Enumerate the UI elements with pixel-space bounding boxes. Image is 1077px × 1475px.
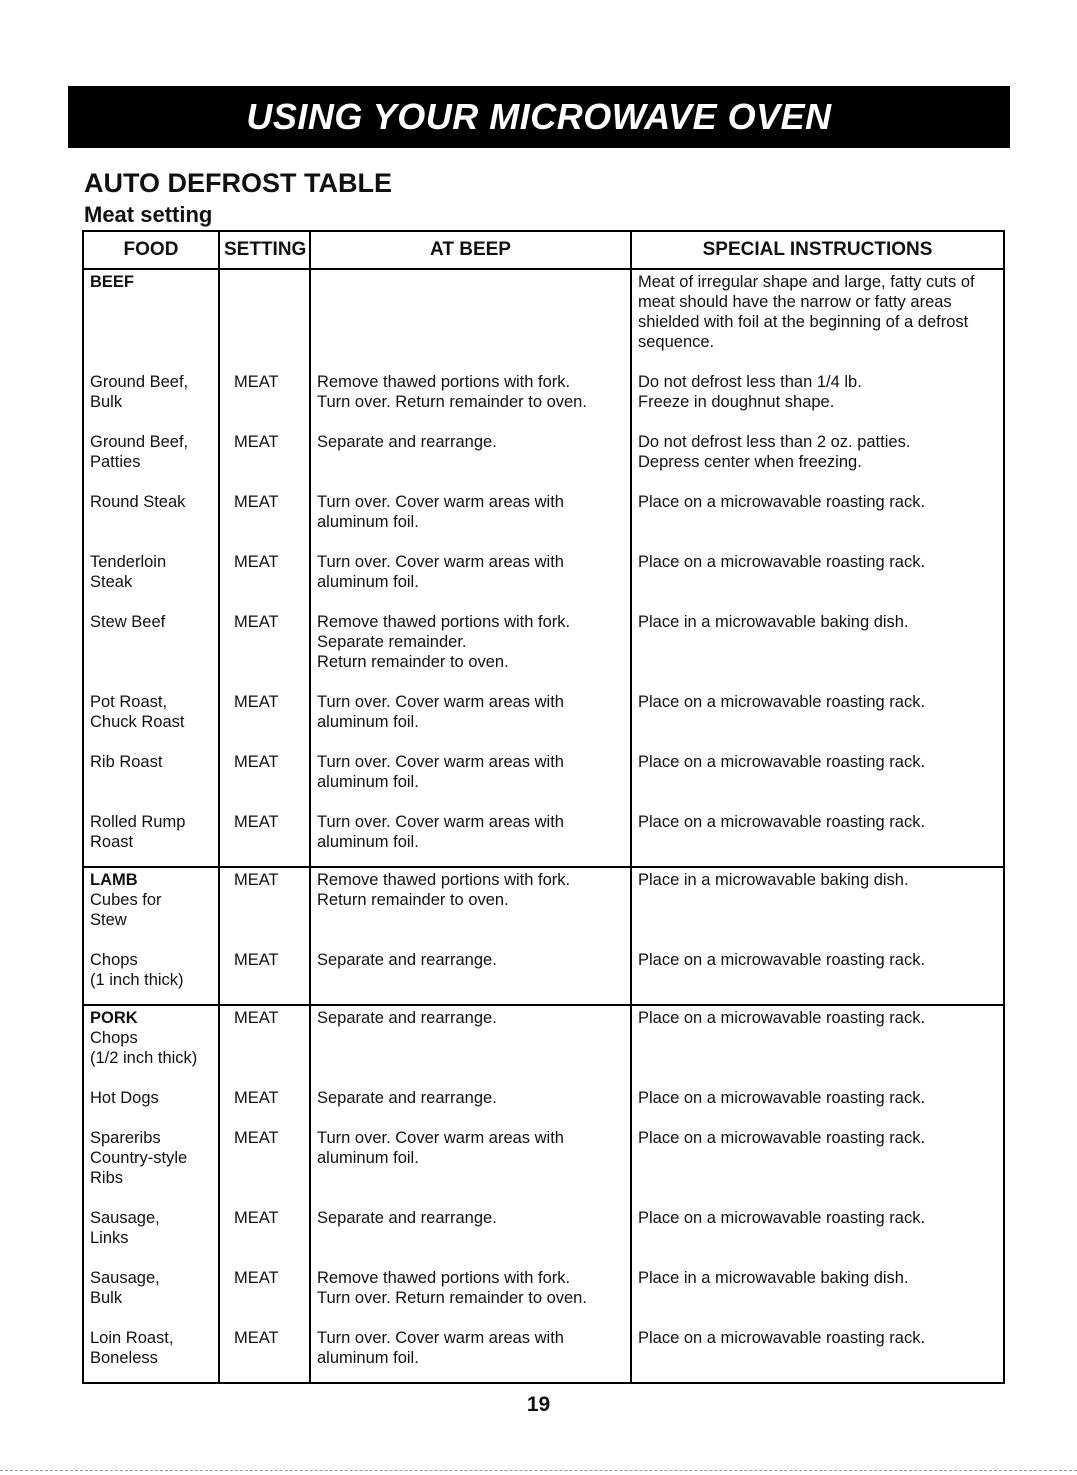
header-at-beep: AT BEEP (310, 231, 631, 269)
at-beep-cell: Turn over. Cover warm areas with aluminum foil. (310, 492, 631, 552)
at-beep-cell: Separate and rearrange. (310, 1005, 631, 1088)
food-name: Sausage, Links (90, 1209, 160, 1247)
at-beep-cell: Separate and rearrange. (310, 432, 631, 492)
food-name: Rib Roast (90, 753, 163, 771)
food-name: Chops (1 inch thick) (90, 951, 184, 989)
table-row (83, 692, 1004, 752)
instructions-cell: Place on a microwavable roasting rack. (631, 1328, 1004, 1383)
table-row (83, 1088, 1004, 1128)
setting-cell: MEAT (219, 492, 310, 552)
at-beep-cell: Separate and rearrange. (310, 1088, 631, 1128)
at-beep-cell: Turn over. Cover warm areas with aluminum foil. (310, 552, 631, 612)
food-cell (83, 492, 219, 552)
instructions-cell: Place on a microwavable roasting rack. (631, 950, 1004, 1005)
food-cell (83, 372, 219, 432)
table-row (83, 1208, 1004, 1268)
setting-cell: MEAT (219, 1328, 310, 1383)
at-beep-cell: Turn over. Cover warm areas with aluminum foil. (310, 812, 631, 867)
auto-defrost-table (82, 230, 1005, 1384)
instructions-cell: Place on a microwavable roasting rack. (631, 492, 1004, 552)
instructions-cell: Place on a microwavable roasting rack. (631, 1088, 1004, 1128)
table-row (83, 812, 1004, 867)
setting-cell: MEAT (219, 1208, 310, 1268)
food-name: Spareribs Country-style Ribs (90, 1129, 188, 1187)
food-cell (83, 692, 219, 752)
table-body (83, 269, 1004, 1383)
food-cell (83, 432, 219, 492)
at-beep-cell: Separate and rearrange. (310, 1208, 631, 1268)
banner-title: USING YOUR MICROWAVE OVEN (246, 96, 832, 137)
table-row (83, 612, 1004, 692)
food-cell (83, 752, 219, 812)
table-row (83, 950, 1004, 1005)
setting-cell: MEAT (219, 950, 310, 1005)
table-header-row (83, 231, 1004, 269)
category-label: LAMB (90, 871, 138, 889)
section-title: AUTO DEFROST TABLE (84, 168, 392, 198)
setting-cell: MEAT (219, 1088, 310, 1128)
table-row (83, 1328, 1004, 1383)
setting-cell: MEAT (219, 372, 310, 432)
instructions-cell: Place on a microwavable roasting rack. (631, 752, 1004, 812)
header-special-instructions: SPECIAL INSTRUCTIONS (631, 231, 1004, 269)
table-row (83, 1005, 1004, 1088)
at-beep-cell: Remove thawed portions with fork. Turn over. Return remainder to oven. (310, 372, 631, 432)
section-subtitle: Meat setting (84, 202, 213, 227)
at-beep-cell: Separate and rearrange. (310, 950, 631, 1005)
setting-cell: MEAT (219, 432, 310, 492)
food-cell (83, 1005, 219, 1088)
page-number: 19 (526, 1393, 551, 1416)
table-row (83, 552, 1004, 612)
instructions-cell: Place in a microwavable baking dish. (631, 1268, 1004, 1328)
food-cell (83, 812, 219, 867)
food-cell (83, 1128, 219, 1208)
setting-cell: MEAT (219, 752, 310, 812)
page-banner (68, 86, 1010, 148)
instructions-cell: Do not defrost less than 1/4 lb. Freeze in doughnut shape. (631, 372, 1004, 432)
table-row (83, 752, 1004, 812)
food-name: Round Steak (90, 493, 186, 511)
category-row (83, 269, 1004, 372)
instructions-cell: Place in a microwavable baking dish. (631, 612, 1004, 692)
instructions-cell: Place on a microwavable roasting rack. (631, 1128, 1004, 1208)
food-name: Stew Beef (90, 613, 166, 631)
table-row (83, 372, 1004, 432)
header-setting: SETTING (219, 231, 310, 269)
food-cell (83, 1088, 219, 1128)
instructions-cell: Place on a microwavable roasting rack. (631, 1005, 1004, 1088)
instructions-cell: Place in a microwavable baking dish. (631, 867, 1004, 950)
food-cell (83, 1268, 219, 1328)
food-name: Rolled Rump Roast (90, 813, 186, 851)
food-cell (83, 1208, 219, 1268)
at-beep-cell: Turn over. Cover warm areas with aluminum foil. (310, 1328, 631, 1383)
at-beep-cell: Turn over. Cover warm areas with aluminum foil. (310, 752, 631, 812)
food-name: Pot Roast, Chuck Roast (90, 693, 185, 731)
setting-cell: MEAT (219, 552, 310, 612)
table-row (83, 1128, 1004, 1208)
food-cell (83, 1328, 219, 1383)
food-cell (83, 552, 219, 612)
food-name: Ground Beef, Patties (90, 433, 189, 471)
category-cell (83, 269, 219, 372)
setting-cell: MEAT (219, 1268, 310, 1328)
setting-cell: MEAT (219, 1128, 310, 1208)
header-food: FOOD (83, 231, 219, 269)
instructions-cell: Do not defrost less than 2 oz. patties. Depress center when freezing. (631, 432, 1004, 492)
food-name: Sausage, Bulk (90, 1269, 160, 1307)
table-row (83, 1268, 1004, 1328)
category-label: BEEF (90, 273, 135, 291)
setting-cell: MEAT (219, 612, 310, 692)
food-name: Cubes for Stew (90, 891, 162, 929)
instructions-cell: Place on a microwavable roasting rack. (631, 812, 1004, 867)
food-name: Ground Beef, Bulk (90, 373, 189, 411)
empty-cell (219, 269, 310, 372)
at-beep-cell: Remove thawed portions with fork. Return remainder to oven. (310, 867, 631, 950)
empty-cell (310, 269, 631, 372)
food-cell (83, 950, 219, 1005)
food-cell (83, 867, 219, 950)
instructions-cell: Place on a microwavable roasting rack. (631, 692, 1004, 752)
table-row (83, 492, 1004, 552)
food-name: Loin Roast, Boneless (90, 1329, 174, 1367)
at-beep-cell: Remove thawed portions with fork. Separate remainder. Return remainder to oven. (310, 612, 631, 692)
table-row (83, 867, 1004, 950)
setting-cell: MEAT (219, 692, 310, 752)
food-cell (83, 612, 219, 692)
food-name: Tenderloin Steak (90, 553, 167, 591)
page-bottom-rule (0, 1470, 1077, 1471)
table-row (83, 432, 1004, 492)
at-beep-cell: Remove thawed portions with fork. Turn over. Return remainder to oven. (310, 1268, 631, 1328)
food-name: Hot Dogs (90, 1089, 159, 1107)
food-name: Chops (1/2 inch thick) (90, 1029, 198, 1067)
at-beep-cell: Turn over. Cover warm areas with aluminum foil. (310, 692, 631, 752)
setting-cell: MEAT (219, 867, 310, 950)
setting-cell: MEAT (219, 1005, 310, 1088)
setting-cell: MEAT (219, 812, 310, 867)
at-beep-cell: Turn over. Cover warm areas with aluminum foil. (310, 1128, 631, 1208)
instructions-cell: Place on a microwavable roasting rack. (631, 552, 1004, 612)
instructions-cell: Place on a microwavable roasting rack. (631, 1208, 1004, 1268)
category-note: Meat of irregular shape and large, fatty cuts of meat should have the narrow or fatty areas shielded with foil at the beginning of a defrost sequence. (631, 269, 1004, 372)
category-label: PORK (90, 1009, 138, 1027)
